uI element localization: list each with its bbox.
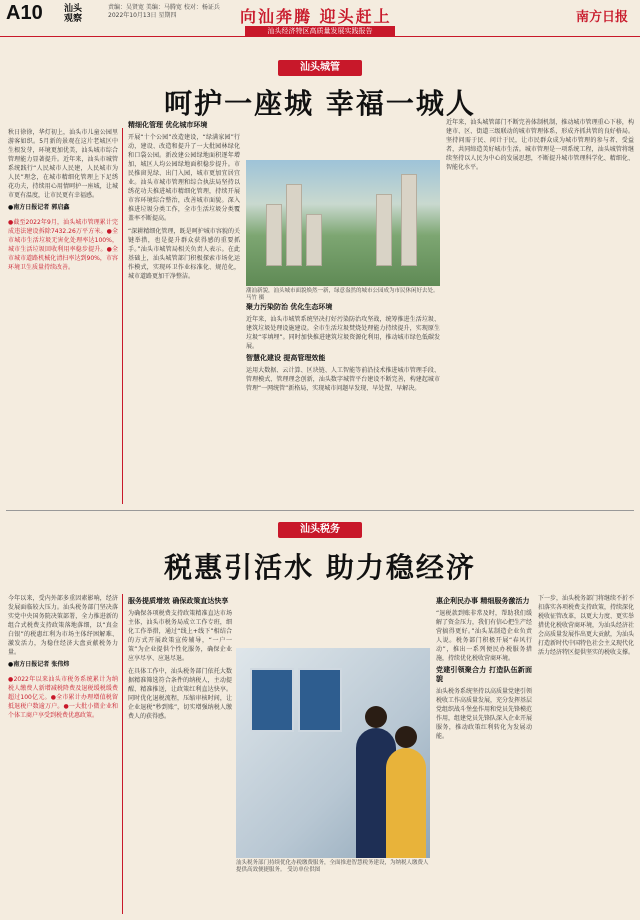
article2-title: 税惠引活水 助力稳经济 [164,551,476,584]
article1-col3: 聚力污染防治 优化生态环境 近年来，汕头市城管系统坚决打好污染防治攻坚战，统筹推进生活垃圾、建筑垃圾处理设施建设。全市生活垃圾焚烧处理能力持续提升，实现原生垃圾“零填埋”。同时加快推进建筑垃圾资源化利用，推动城市绿色低碳发展。 智慧化建设 提高管理效能 运用大数据、云计算、区块链、人工智能等前沿技术推进城市管理手段、管理模式、管理理念创新，汕头数字城管平台建设不断完善，构建起城市管理“一网统管”新格局，实现城市问题早发现、早处置、早解决。 [246,303,440,392]
article2-col4: 下一步，汕头税务部门将继续不折不扣落实各项税费支持政策，持续深化税收征管改革，以更大力度、更实举措优化税收营商环境，为汕头经济社会高质量发展作出更大贡献，为汕头打造新时代中国特色社会主义现代化活力经济特区提供坚实的税收支撑。 [538,595,634,656]
article2-col1: 今年以来，受内外部多重因素影响，经济发展面临较大压力。汕头税务部门坚决落实党中央国务院决策部署，全力推进新的组合式税费支持政策落地落细，以“真金白银”的税惠红利为市场主体纾困解难、激发活力，为稳住经济大盘贡献税务力量。 ●南方日报记者 张伟炜 ●2022年以来汕头市税务系统累计为纳税人缴费人新增减税降费及退税缓税缓费超过100亿元。●全市累计办理增值税留抵退税户数逾万户。●一大批小微企业和个体工商户享受到税费优惠政策。 [8,595,118,719]
page-number: A10 [6,2,43,24]
kiosk-shape [250,668,294,732]
article1-title: 呵护一座城 幸福一城人 [164,87,476,120]
article1-col4: 近年来，汕头城管部门不断完善体制机制，推动城市管理重心下移，构建市、区、街道三级联动的城市管理体系，形成齐抓共管的良好格局。坚持问需于民、问计于民，让市民群众成为城市管理的参与者、受益者，共同缔造美好城市生活。城市管理是一项系统工程，汕头城管将继续坚持以人民为中心的发展思想，不断提升城市管理科学化、精细化、智能化水平。 [446,119,634,171]
kiosk-shape [298,668,342,732]
page-meta: 责编：吴贤宽 美编：马腾宽 校对：杨证兵 2022年10月13日 星期四 [108,4,220,19]
city-park-photo [246,160,440,286]
article-divider [6,510,634,511]
article1-tag: 汕头城管 [278,60,362,76]
building-shape [401,174,417,266]
article1-col1: 秋日徐徐，华灯初上，汕头市儿童公园里游客如织。5月新的景观在这片老城区中生根发芽，环境更加优美，汕头城市综合管理能力显著提升。近年来，汕头市城管系统践行“人民城市人民建，人民城市为人民”理念，在城市精细化管理上下足绣花功夫，持续用心用情呵护一座城，让城市更有温度，让市民更有幸福感。 ●南方日报记者 郭启鑫 ●截至2022年9月，汕头城市管理累计完成违法建设拆除7432.26万平方米。●全市城市生活垃圾无害化处理率达100%，城市生活垃圾回收利用率稳步提升。●全市城市道路机械化清扫率达到90%，市容环境卫生质量持续改善。 [8,129,118,271]
page-slogan: 向汕奔腾 迎头赶上 [240,7,392,26]
photo2-caption: 汕头税务部门持续优化办税缴费服务，全面推进智慧税务建设，为纳税人缴费人提供高效便捷服务。 受访单位供图 [236,860,429,873]
article1-col2: 精细化管理 优化城市环境 开展“十个公园”改造建设，“绿满家园”行动，建设、改造和提升了一大批园林绿化和口袋公园。新改建公园绿地面积逐年增加，城区人均公园绿地面积稳步提升。市民推窗见绿、出门入园，城市更加宜居宜业。汕头市城市管理和综合执法局坚持以绣花功夫推进城市精细化管理，持续开展市容环境综合整治，改善城市面貌。深入推进垃圾分类工作，全市生活垃圾分类覆盖率不断提高。 “深耕精细化管理，既是呵护城市容貌的关键举措，也是提升群众获得感的重要抓手。”汕头市城管局相关负责人表示。在此基础上，汕头城管部门积极探索市场化运作模式，实现环卫作业标准化、规范化，城市道路更加干净整洁。 [128,121,240,280]
page-header [0,0,640,28]
article2-col2: 服务提质增效 确保政策直达快享 为确保各项税费支持政策精准直达市场主体，汕头市税务局成立工作专班，细化工作举措，通过“线上+线下”相结合的方式开展政策宣传辅导，“一户一策”为企业提供个性化服务，确保企业应享尽享、应退尽退。 在具体工作中，汕头税务部门依托大数据精准筛选符合条件的纳税人，主动提醒、精准推送，让政策红利直达快享。同时优化退税流程，压缩审核时间，让企业退税“秒到账”，切实增强纳税人缴费人的获得感。 [128,597,232,720]
building-shape [306,214,322,266]
series-banner: 汕头经济特区高质量发展实践报告 [245,26,395,36]
header-divider [0,36,640,37]
col-divider [122,128,123,504]
building-shape [376,194,392,266]
article2-tag: 汕头税务 [278,522,362,538]
tax-service-photo [236,648,430,858]
building-shape [266,204,282,266]
visitor-figure [386,748,426,858]
visitor-head [395,726,417,748]
photo1-caption: 潮汕新貌，汕头城市面貌焕然一新，绿意盎然的城市公园成为市民休闲好去处。 马竹 摄 [246,288,439,301]
newspaper-logo: 南方日报 [575,10,628,25]
staff-head [365,706,387,728]
building-shape [286,184,302,266]
col-divider [122,594,123,914]
section-name: 汕头 观察 [64,4,83,24]
article2-col3: 惠企利民办事 精细服务激活力 “退税款到账非常及时，帮助我们缓解了资金压力，我们有信心把生产经营搞得更好。”汕头某制造企业负责人说。税务部门积极开展“春风行动”，推出一系列便民办税服务措施，持续优化税收营商环境。 党建引领聚合力 打造队伍新面貌 汕头税务系统坚持以高质量党建引领税收工作高质量发展，充分发挥基层党组织战斗堡垒作用和党员先锋模范作用，组建党员先锋队深入企业开展服务，推动政策红利转化为发展动能。 [436,597,532,740]
